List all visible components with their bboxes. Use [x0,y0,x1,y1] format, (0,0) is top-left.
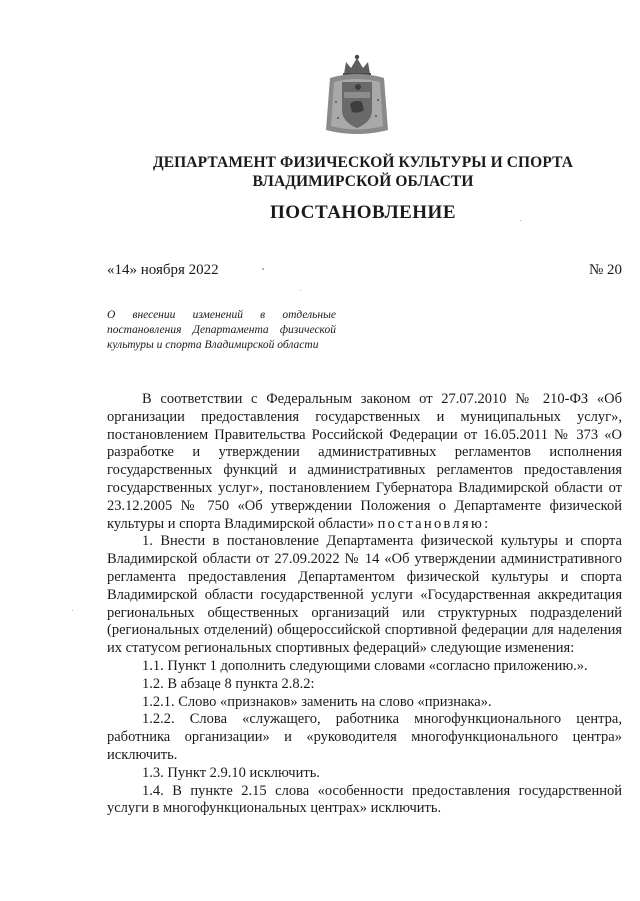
decree-word: постановляю: [377,515,491,532]
paragraph-1: 1. Внести в постановление Департамента физической культуры и спорта Владимирской области от 27.09.2022 № 14 «Об утверждении административного регламента предоставления Департаментом физической культуры и спорта Владимирской области государственной услуги «Государственная аккредитация региональных общественных организаций или структурных подразделений (региональных отделений) общероссийской спортивной федерации для наделения их статусом региональных спортивных федераций» следующие изменения: [107,533,622,657]
coat-of-arms-emblem [322,52,392,138]
paragraph-1-1: 1.1. Пункт 1 дополнить следующими словами «согласно приложению.». [142,657,588,674]
paragraph-1-2-2: 1.2.2. Слова «служащего, работника многофункционального центра, работника организации» и «руководителя многофункционального центра» исключить. [107,711,622,763]
department-name [0,153,640,191]
scan-speck [520,220,521,221]
paragraph-1-2: 1.2. В абзаце 8 пункта 2.8.2: [142,675,315,692]
document-date: «14» ноября 2022 [107,262,219,278]
scan-speck [72,610,73,611]
document-subject: О внесении изменений в отдельные постановления Департамента физической культуры и спорта Владимирской области [107,309,336,351]
document-number: № 20 [588,262,622,278]
scan-speck [262,268,264,270]
scan-speck [300,290,301,291]
department-line-2: ВЛАДИМИРСКОЙ ОБЛАСТИ [252,173,474,190]
preamble-paragraph [107,391,622,533]
department-line-1: ДЕПАРТАМЕНТ ФИЗИЧЕСКОЙ КУЛЬТУРЫ И СПОРТА [152,154,574,171]
paragraph-1-3: 1.3. Пункт 2.9.10 исключить. [142,764,320,781]
paragraph-1-4: 1.4. В пункте 2.15 слова «особенности предоставления государственной услуги в многофункциональных центрах» исключить. [107,782,622,817]
document-type: ПОСТАНОВЛЕНИЕ [269,202,457,223]
preamble-text: В соответствии с Федеральным законом от 27.07.2010 № 210-ФЗ «Об организации предоставления государственных и муниципальных услуг», постановлением Правительства Российской Федерации от 16.05.2011 № 373 «О разработке и утверждении административных регламентов исполнения государственных функций и административных регламентов предоставления государственных услуг», постановлением Губернатора Владимирской области от 23.12.2005 № 750 «Об утверждении Положения о Департаменте физической культуры и спорта Владимирской области» [107,391,622,532]
document-body [107,391,622,818]
paragraph-1-2-1: 1.2.1. Слово «признаков» заменить на слово «признака». [142,693,492,710]
